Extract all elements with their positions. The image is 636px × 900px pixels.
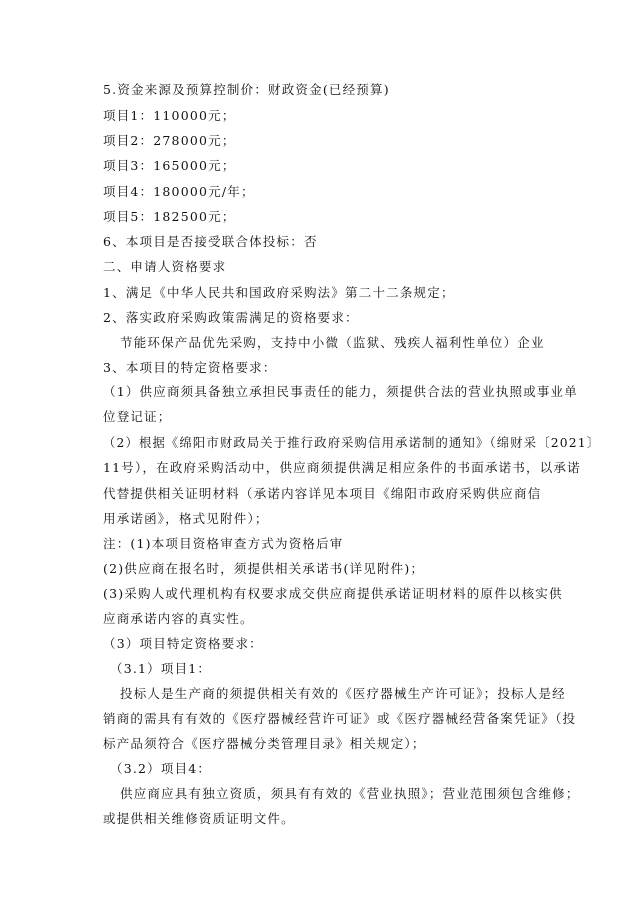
specific-requirement-2-line-b: 11号），在政府采购活动中，供应商须提供满足相应条件的书面承诺书，以承诺 bbox=[103, 460, 581, 475]
project-4-requirement-line-b: 或提供相关维修资质证明文件。 bbox=[103, 811, 295, 826]
requirement-3-line: 3、本项目的特定资格要求： bbox=[103, 360, 277, 375]
requirement-2-line: 2、落实政府采购政策需满足的资格要求： bbox=[103, 310, 359, 325]
note-3-line-a: (3)采购人或代理机构有权要求成交供应商提供承诺证明材料的原件以核实供 bbox=[103, 586, 563, 601]
note-3-line-b: 应商承诺内容的真实性。 bbox=[103, 611, 254, 626]
project-4-requirement-line-a: 供应商应具有独立资质，须具有有效的《营业执照》；营业范围须包含维修； bbox=[120, 786, 580, 801]
project-5-budget: 项目5：182500元； bbox=[103, 209, 236, 224]
project-1-requirement-line-c: 标产品须符合《医疗器械分类管理目录》相关规定）； bbox=[103, 736, 426, 751]
consortium-bid-line: 6、本项目是否接受联合体投标：否 bbox=[103, 234, 318, 249]
project-4-subheading: （3.2）项目4： bbox=[110, 761, 212, 776]
project-1-budget: 项目1：110000元； bbox=[103, 108, 236, 123]
specific-requirement-2-line-d: 用承诺函》，格式见附件）； bbox=[103, 511, 269, 526]
project-2-budget: 项目2：278000元； bbox=[103, 133, 236, 148]
specific-requirement-2-line-a: （2）根据《绵阳市财政局关于推行政府采购信用承诺制的通知》（绵财采〔2021〕 bbox=[103, 435, 601, 450]
specific-requirement-1-line-b: 位登记证； bbox=[103, 409, 172, 424]
project-specific-requirements-heading: （3）项目特定资格要求： bbox=[103, 636, 263, 651]
project-3-budget: 项目3：165000元； bbox=[103, 158, 236, 173]
specific-requirement-2-line-c: 代替提供相关证明材料（承诺内容详见本项目《绵阳市政府采购供应商信 bbox=[103, 486, 542, 501]
project-1-subheading: （3.1）项目1： bbox=[110, 661, 212, 676]
note-1-line: 注：(1)本项目资格审查方式为资格后审 bbox=[103, 536, 344, 551]
project-4-budget: 项目4：180000元/年； bbox=[103, 184, 255, 199]
project-1-requirement-line-a: 投标人是生产商的须提供相关有效的《医疗器械生产许可证》；投标人是经 bbox=[120, 686, 566, 701]
project-1-requirement-line-b: 销商的需具有有效的《医疗器械经营许可证》或《医疗器械经营备案凭证》（投 bbox=[103, 711, 577, 726]
requirement-1-line: 1、满足《中华人民共和国政府采购法》第二十二条规定； bbox=[103, 285, 455, 300]
specific-requirement-1-line-a: （1）供应商须具备独立承担民事责任的能力，须提供合法的营业执照或事业单 bbox=[103, 384, 578, 399]
note-2-line: (2)供应商在报名时，须提供相关承诺书(详见附件)； bbox=[103, 561, 425, 576]
section-heading-applicant-requirements: 二、申请人资格要求 bbox=[103, 259, 227, 274]
budget-source-line: 5.资金来源及预算控制价：财政资金(已经预算) bbox=[103, 82, 390, 97]
policy-support-line: 节能环保产品优先采购，支持中小微（监狱、残疾人福利性单位）企业 bbox=[120, 335, 545, 350]
